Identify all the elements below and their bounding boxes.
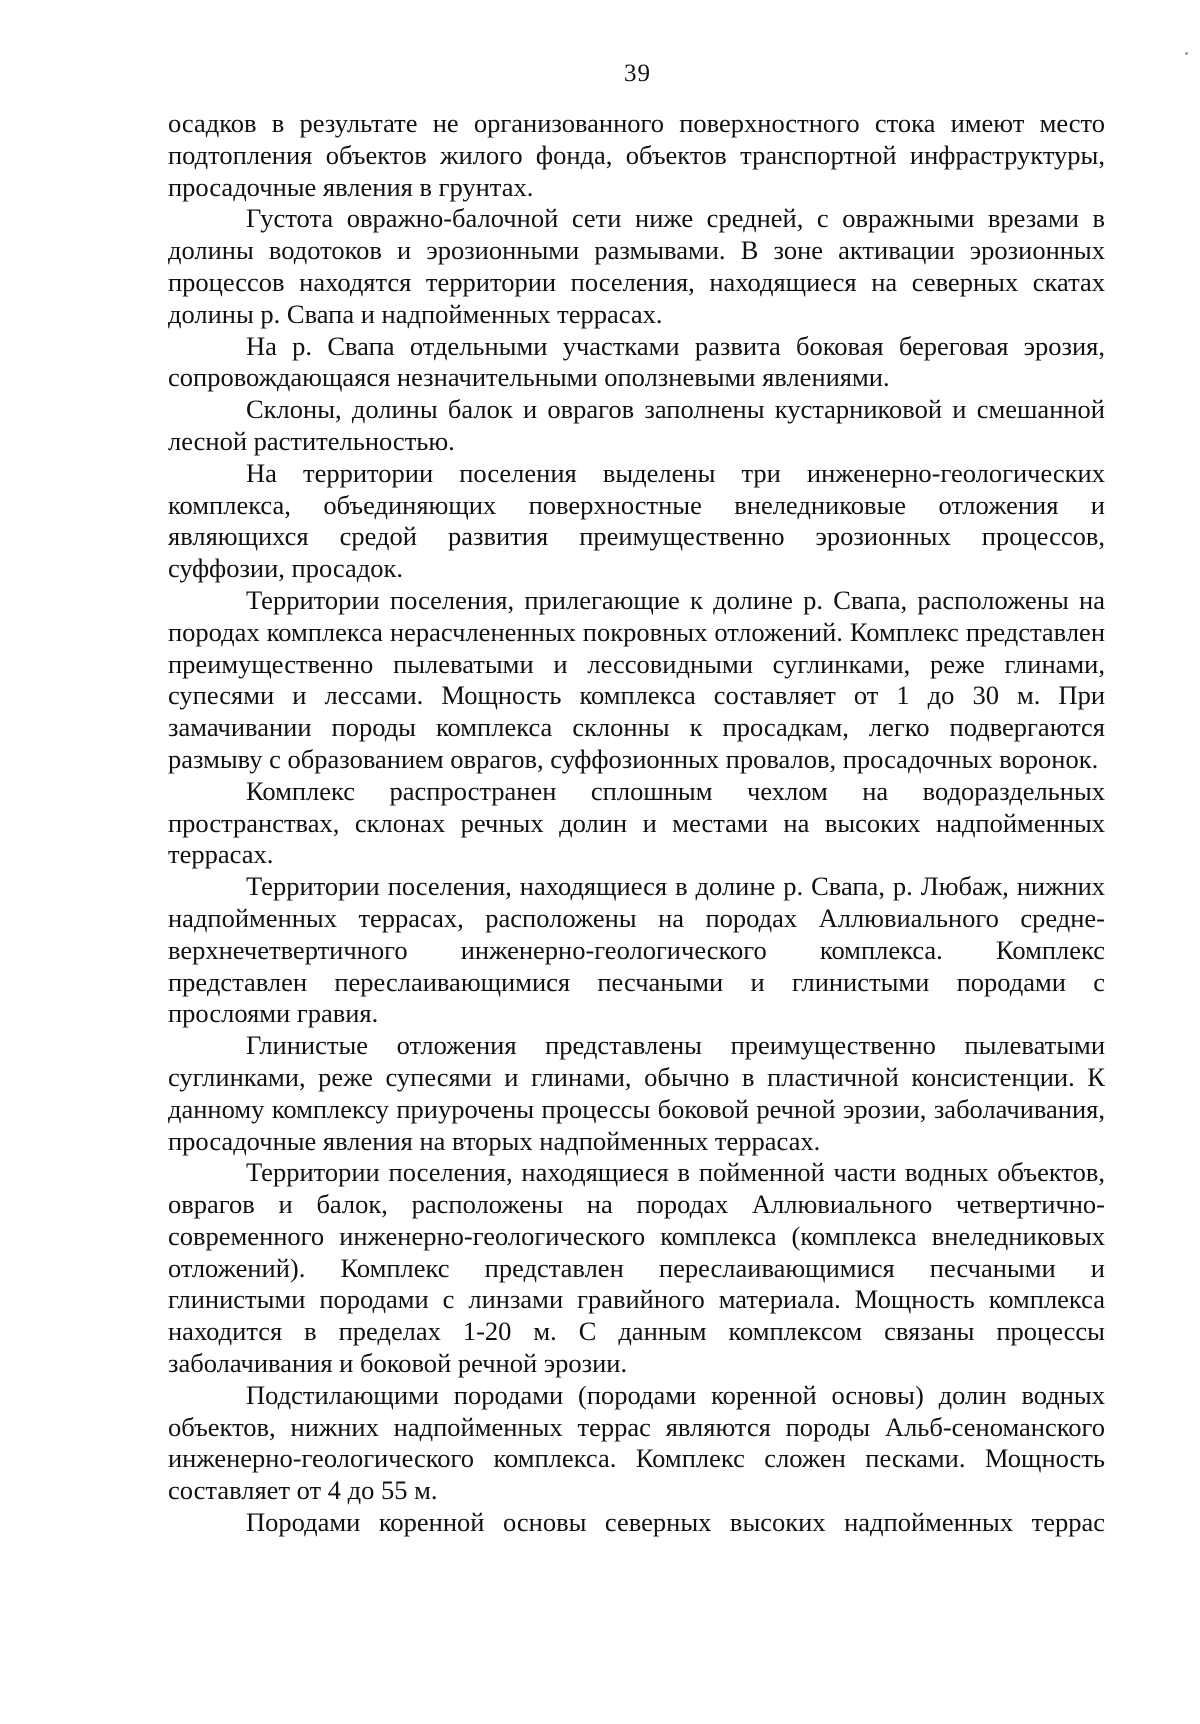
scan-speck <box>1185 52 1188 55</box>
page-number: 39 <box>624 60 651 87</box>
paragraph: На территории поселения выделены три инженерно-геологических комплекса, объединяющих поверхностные внеледниковые отложения и являющихся средой развития преимущественно эрозионных процессов, суффозии, просадок. <box>168 457 1105 584</box>
paragraph: Территории поселения, находящиеся в долине р. Свапа, р. Любаж, нижних надпойменных террасах, расположены на породах Аллювиального средне-верхнечетвертичного инженерно-геологического комплекса. Комплекс представлен переслаивающимися песчаными и глинистыми породами с прослоями гравия. <box>168 871 1105 1029</box>
paragraph: Породами коренной основы северных высоких надпойменных террас <box>246 1507 1105 1538</box>
paragraph: Комплекс распространен сплошным чехлом на водораздельных пространствах, склонах речных долин и местами на высоких надпойменных террасах. <box>168 775 1105 870</box>
paragraph: Склоны, долины балок и оврагов заполнены кустарниковой и смешанной лесной растительностью. <box>168 394 1105 456</box>
paragraph: осадков в результате не организованного поверхностного стока имеют место подтопления объектов жилого фонда, объектов транспортной инфраструктуры, просадочные явления в грунтах. <box>168 108 1105 202</box>
paragraph: На р. Свапа отдельными участками развита боковая береговая эрозия, сопровождающаяся незначительными оползневыми явлениями. <box>168 330 1105 393</box>
paragraph: Территории поселения, находящиеся в пойменной части водных объектов, оврагов и балок, расположены на породах Аллювиального четвертично-современного инженерно-геологического комплекса (комплекса внеледниковых отложений). Комплекс представлен переслаивающимися песчаными и глинистыми породами с линзами гравийного материала. Мощность комплекса находится в пределах 1-20 м. С данным комплексом связаны процессы заболачивания и боковой речной эрозии. <box>168 1157 1105 1379</box>
paragraph: Территории поселения, прилегающие к долине р. Свапа, расположены на породах комплекса нерасчлененных покровных отложений. Комплекс представлен преимущественно пылеватыми и лессовидными суглинками, реже глинами, супесями и лессами. Мощность комплекса составляет от 1 до 30 м. При замачивании породы комплекса склонны к просадкам, легко подвергаются размыву с образованием оврагов, суффозионных провалов, просадочных воронок. <box>168 584 1105 774</box>
paragraph: Густота овражно-балочной сети ниже средней, с овражными врезами в долины водотоков и эрозионными размывами. В зоне активации эрозионных процессов находятся территории поселения, находящиеся на северных скатах долины р. Свапа и надпойменных террасах. <box>168 203 1105 329</box>
paragraph: Глинистые отложения представлены преимущественно пылеватыми суглинками, реже супесями и глинами, обычно в пластичной консистенции. К данному комплексу приурочены процессы боковой речной эрозии, заболачивания, просадочные явления на вторых надпойменных террасах. <box>168 1030 1105 1156</box>
paragraph: Подстилающими породами (породами коренной основы) долин водных объектов, нижних надпойменных террас являются породы Альб-сеноманского инженерно-геологического комплекса. Комплекс сложен песками. Мощность составляет от 4 до 55 м. <box>168 1379 1105 1506</box>
document-body <box>168 108 1105 1539</box>
